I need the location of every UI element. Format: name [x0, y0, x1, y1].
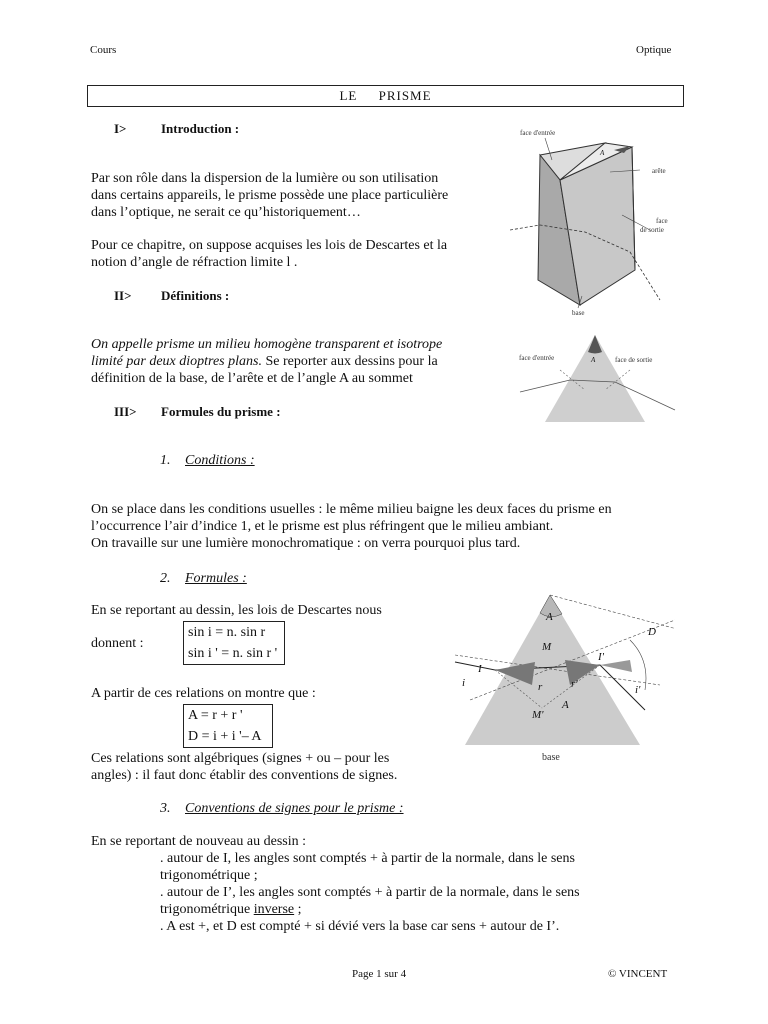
conventions-intro: En se reportant de nouveau au dessin :	[91, 834, 306, 849]
intro-paragraph-2: Pour ce chapitre, on suppose acquises les lois de Descartes et la notion d’angle de réfraction limite l .	[91, 238, 448, 270]
label-i: i	[462, 677, 466, 689]
subsection-num-1: 1.	[160, 453, 171, 468]
convention-a-d: . A est +, et D est compté + si dévié vers la base car sens + autour de I’.	[160, 919, 560, 934]
label-base: base	[572, 309, 585, 317]
section-title-intro: Introduction :	[161, 121, 240, 136]
page-title: LE PRISME	[87, 85, 684, 107]
label-base: base	[542, 752, 560, 763]
subsection-title-formulas: Formules :	[185, 571, 247, 586]
label-exit-face-2: de sortie	[640, 226, 664, 234]
label-Iprime: I'	[598, 651, 605, 663]
convention-i: . autour de I, les angles sont comptés + à partir de la normale, dans le sens trigonométrique ;	[160, 851, 575, 883]
algebraic-paragraph: Ces relations sont algébriques (signes + ou – pour les angles) : il faut donc établir des conventions de signes.	[91, 751, 398, 783]
label-A: A	[591, 356, 596, 364]
relations-intro: A partir de ces relations on montre que :	[91, 686, 316, 701]
label-M: M	[542, 641, 552, 653]
prism-2d-figure	[515, 330, 695, 425]
conditions-paragraph: On se place dans les conditions usuelles : le même milieu baigne les deux faces du prisme en l’occurrence l’air d’indice 1, et le prisme est plus réfringent que le milieu ambiant. On travaille sur une lumière monochromatique : on verra pourquoi plus tard.	[91, 502, 612, 551]
label-A-bottom: A	[562, 699, 569, 711]
intro-paragraph-1: Par son rôle dans la dispersion de la lumière ou son utilisation dans certains appareils, le prisme possède une place particulière dans l’optique, ne serait ce qu’historiquement…	[91, 171, 449, 220]
section-title-definitions: Définitions :	[161, 288, 230, 303]
label-r: r	[538, 681, 543, 693]
label-rprime: r'	[571, 678, 578, 690]
section-num-3: III>	[114, 404, 137, 419]
prism-3d-figure	[510, 120, 690, 325]
label-edge: arête	[652, 167, 666, 175]
label-exit-face-1: face	[656, 217, 668, 225]
label-A: A	[600, 149, 605, 157]
label-exit-face: face de sortie	[615, 356, 653, 364]
subsection-num-2: 2.	[160, 571, 171, 586]
label-entry-face: face d'entrée	[519, 354, 555, 362]
author: © VINCENT	[608, 968, 668, 980]
label-I: I	[478, 663, 482, 675]
page-number: Page 1 sur 4	[352, 968, 407, 980]
section-num-1: I>	[114, 121, 127, 136]
label-D: D	[648, 626, 656, 638]
section-num-2: II>	[114, 288, 132, 303]
prism-equations-box: A = r + r ' D = i + i '– A	[183, 704, 273, 748]
prism-rays-figure	[450, 590, 690, 765]
descartes-equations-box: sin i = n. sin r sin i ' = n. sin r '	[183, 621, 285, 665]
convention-iprime: . autour de I’, les angles sont comptés + à partir de la normale, dans le sens trigonométrique inverse ;	[160, 885, 580, 917]
subsection-title-conditions: Conditions :	[185, 453, 255, 468]
label-Mprime: M'	[532, 709, 544, 721]
subsection-title-conventions: Conventions de signes pour le prisme :	[185, 801, 404, 816]
section-title-formulas: Formules du prisme :	[161, 404, 281, 419]
formulas-intro: En se reportant au dessin, les lois de Descartes nous	[91, 603, 382, 618]
label-entry-face: face d'entrée	[520, 129, 556, 137]
definition-paragraph: On appelle prisme un milieu homogène transparent et isotrope limité par deux dioptres plans. Se reporter aux dessins pour la définition de la base, de l’arête et de l’angle A au sommet	[91, 337, 443, 386]
header-subject: Optique	[636, 44, 672, 56]
header-course: Cours	[90, 44, 117, 56]
donnent-label: donnent :	[91, 636, 144, 651]
label-iprime: i'	[635, 684, 641, 696]
label-A: A	[546, 611, 553, 623]
subsection-num-3: 3.	[160, 801, 171, 816]
